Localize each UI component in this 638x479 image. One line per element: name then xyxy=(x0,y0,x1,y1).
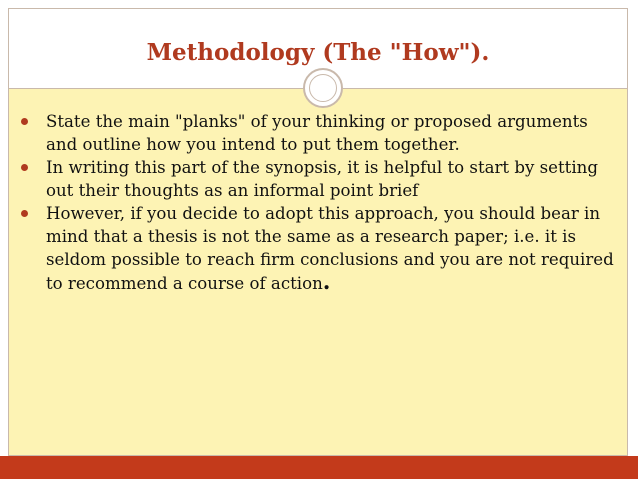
slide-title: Methodology (The "How"). xyxy=(146,39,490,66)
circle-ornament-inner xyxy=(309,74,337,102)
circle-ornament-icon xyxy=(303,68,343,108)
bullet-dot-icon xyxy=(20,110,30,133)
bullet-item-2 xyxy=(14,156,620,202)
bullet-dot-icon xyxy=(20,156,30,179)
bullet-dot-icon xyxy=(20,202,30,225)
bullet-end-mark: . xyxy=(322,269,331,295)
bullet-item-3 xyxy=(14,202,620,295)
bottom-accent-bar xyxy=(0,456,638,479)
bullet-text-3-wrapper xyxy=(46,202,620,295)
bullet-list xyxy=(14,110,620,295)
bullet-text-3: However, if you decide to adopt this approach, you should bear in mind that a thesis is not the same as a research paper; i.e. it is seldom possible to reach firm conclusions and you are not required to recommend a course of action xyxy=(46,204,614,293)
bullet-item-1 xyxy=(14,110,620,156)
bullet-text-1: State the main "planks" of your thinking or proposed arguments and outline how you intend to put them together. xyxy=(46,112,588,154)
bullet-text-2: In writing this part of the synopsis, it is helpful to start by setting out their thoughts as an informal point brief xyxy=(46,158,598,200)
